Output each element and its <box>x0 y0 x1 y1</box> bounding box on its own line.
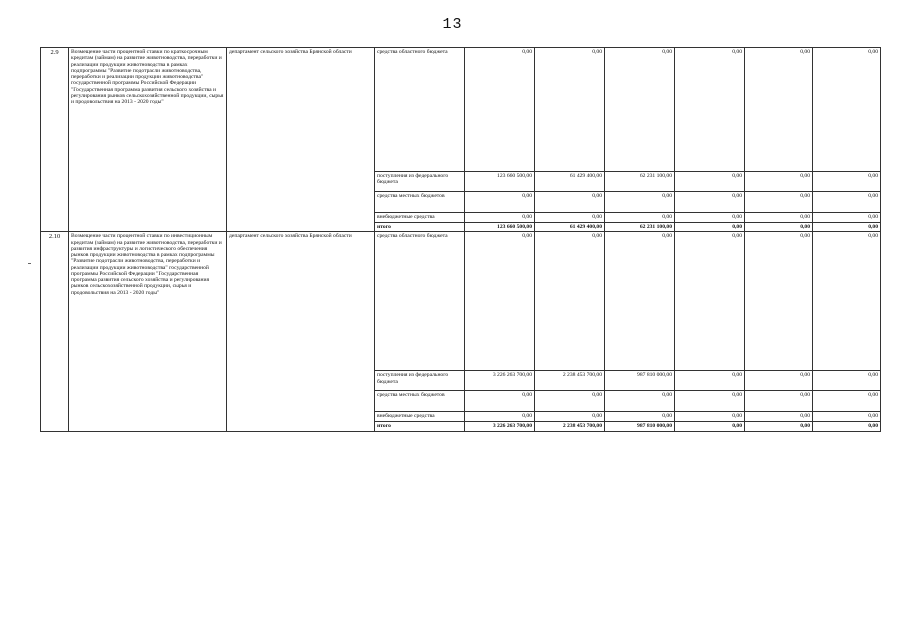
amount-cell: 0,00 <box>535 213 605 223</box>
funding-source: поступления из федерального бюджета <box>375 371 465 391</box>
amount-cell: 62 231 100,00 <box>605 172 675 192</box>
amount-cell: 0,00 <box>535 412 605 422</box>
item-name: Возмещение части процентной ставки по инвестиционным кредитам (займам) на развитие животноводства, переработки и развития инфраструктуры и логистического обеспечения рынков продукции животноводства в рамках подпрограммы "Развитие подотрасли животноводства, переработки и реализации продукции животноводства" государственной программы Российской Федерации "Государственная программа развития сельского хозяйства и регулирования рынков сельскохозяйственной продукции, сырья и продовольствия на 2013 - 2020 годы" <box>69 232 227 431</box>
amount-cell: 0,00 <box>813 422 881 431</box>
amount-cell: 0,00 <box>465 391 535 412</box>
item-number: 2.10 <box>41 232 69 431</box>
item-executor: департамент сельского хозяйства Брянской области <box>227 48 375 232</box>
funding-source: внебюджетные средства <box>375 213 465 223</box>
amount-cell: 0,00 <box>813 412 881 422</box>
amount-cell: 987 810 000,00 <box>605 422 675 431</box>
amount-cell: 0,00 <box>745 371 813 391</box>
amount-cell: 0,00 <box>605 48 675 172</box>
amount-cell: 0,00 <box>813 232 881 371</box>
amount-cell: 0,00 <box>745 412 813 422</box>
amount-cell: 0,00 <box>675 391 745 412</box>
amount-cell: 0,00 <box>813 192 881 213</box>
amount-cell: 0,00 <box>605 391 675 412</box>
item-number: 2.9 <box>41 48 69 232</box>
amount-cell: 2 238 453 700,00 <box>535 371 605 391</box>
amount-cell: 0,00 <box>813 371 881 391</box>
margin-mark <box>28 263 31 264</box>
amount-cell: 0,00 <box>813 391 881 412</box>
amount-cell: 0,00 <box>813 213 881 223</box>
amount-cell: 0,00 <box>745 223 813 232</box>
amount-cell: 0,00 <box>675 223 745 232</box>
amount-cell: 0,00 <box>675 422 745 431</box>
amount-cell: 0,00 <box>813 223 881 232</box>
amount-cell: 0,00 <box>465 213 535 223</box>
funding-source: итого <box>375 223 465 232</box>
amount-cell: 2 238 453 700,00 <box>535 422 605 431</box>
funding-source: средства местных бюджетов <box>375 192 465 213</box>
amount-cell: 61 429 400,00 <box>535 223 605 232</box>
funding-source: поступления из федерального бюджета <box>375 172 465 192</box>
amount-cell: 0,00 <box>745 213 813 223</box>
amount-cell: 62 231 100,00 <box>605 223 675 232</box>
item-executor: департамент сельского хозяйства Брянской области <box>227 232 375 431</box>
amount-cell: 0,00 <box>465 232 535 371</box>
amount-cell: 3 226 263 700,00 <box>465 422 535 431</box>
amount-cell: 0,00 <box>675 232 745 371</box>
item-name: Возмещение части процентной ставки по краткосрочным кредитам (займам) на развитие животноводства, переработки и реализации продукции животноводства в рамках подпрограммы "Развитие подотрасли животноводства, переработки и реализации продукции животноводства" государственной программы Российской Федерации "Государственная программа развития сельского хозяйства и регулирования рынков сельскохозяйственной продукции, сырья и продовольствия на 2013 - 2020 годы" <box>69 48 227 232</box>
amount-cell: 0,00 <box>675 213 745 223</box>
amount-cell: 0,00 <box>813 48 881 172</box>
amount-cell: 123 660 500,00 <box>465 172 535 192</box>
funding-source: внебюджетные средства <box>375 412 465 422</box>
amount-cell: 0,00 <box>535 391 605 412</box>
amount-cell: 0,00 <box>675 172 745 192</box>
amount-cell: 0,00 <box>675 412 745 422</box>
table-row <box>41 232 881 371</box>
amount-cell: 0,00 <box>745 232 813 371</box>
amount-cell: 0,00 <box>605 412 675 422</box>
amount-cell: 0,00 <box>675 371 745 391</box>
table-body <box>41 48 881 432</box>
amount-cell: 0,00 <box>535 48 605 172</box>
amount-cell: 3 226 263 700,00 <box>465 371 535 391</box>
amount-cell: 0,00 <box>465 48 535 172</box>
amount-cell: 0,00 <box>745 48 813 172</box>
amount-cell: 0,00 <box>745 192 813 213</box>
amount-cell: 0,00 <box>465 412 535 422</box>
amount-cell: 987 810 000,00 <box>605 371 675 391</box>
amount-cell: 0,00 <box>605 232 675 371</box>
amount-cell: 0,00 <box>675 192 745 213</box>
amount-cell: 61 429 400,00 <box>535 172 605 192</box>
amount-cell: 0,00 <box>745 172 813 192</box>
funding-source: средства местных бюджетов <box>375 391 465 412</box>
amount-cell: 123 660 500,00 <box>465 223 535 232</box>
funding-source: средства областного бюджета <box>375 232 465 371</box>
amount-cell: 0,00 <box>745 391 813 412</box>
page-number: 13 <box>442 16 463 33</box>
amount-cell: 0,00 <box>745 422 813 431</box>
amount-cell: 0,00 <box>605 192 675 213</box>
budget-table <box>40 47 881 432</box>
amount-cell: 0,00 <box>465 192 535 213</box>
amount-cell: 0,00 <box>605 213 675 223</box>
funding-source: средства областного бюджета <box>375 48 465 172</box>
table-row <box>41 48 881 172</box>
funding-source: итого <box>375 422 465 431</box>
amount-cell: 0,00 <box>675 48 745 172</box>
amount-cell: 0,00 <box>535 192 605 213</box>
amount-cell: 0,00 <box>813 172 881 192</box>
amount-cell: 0,00 <box>535 232 605 371</box>
